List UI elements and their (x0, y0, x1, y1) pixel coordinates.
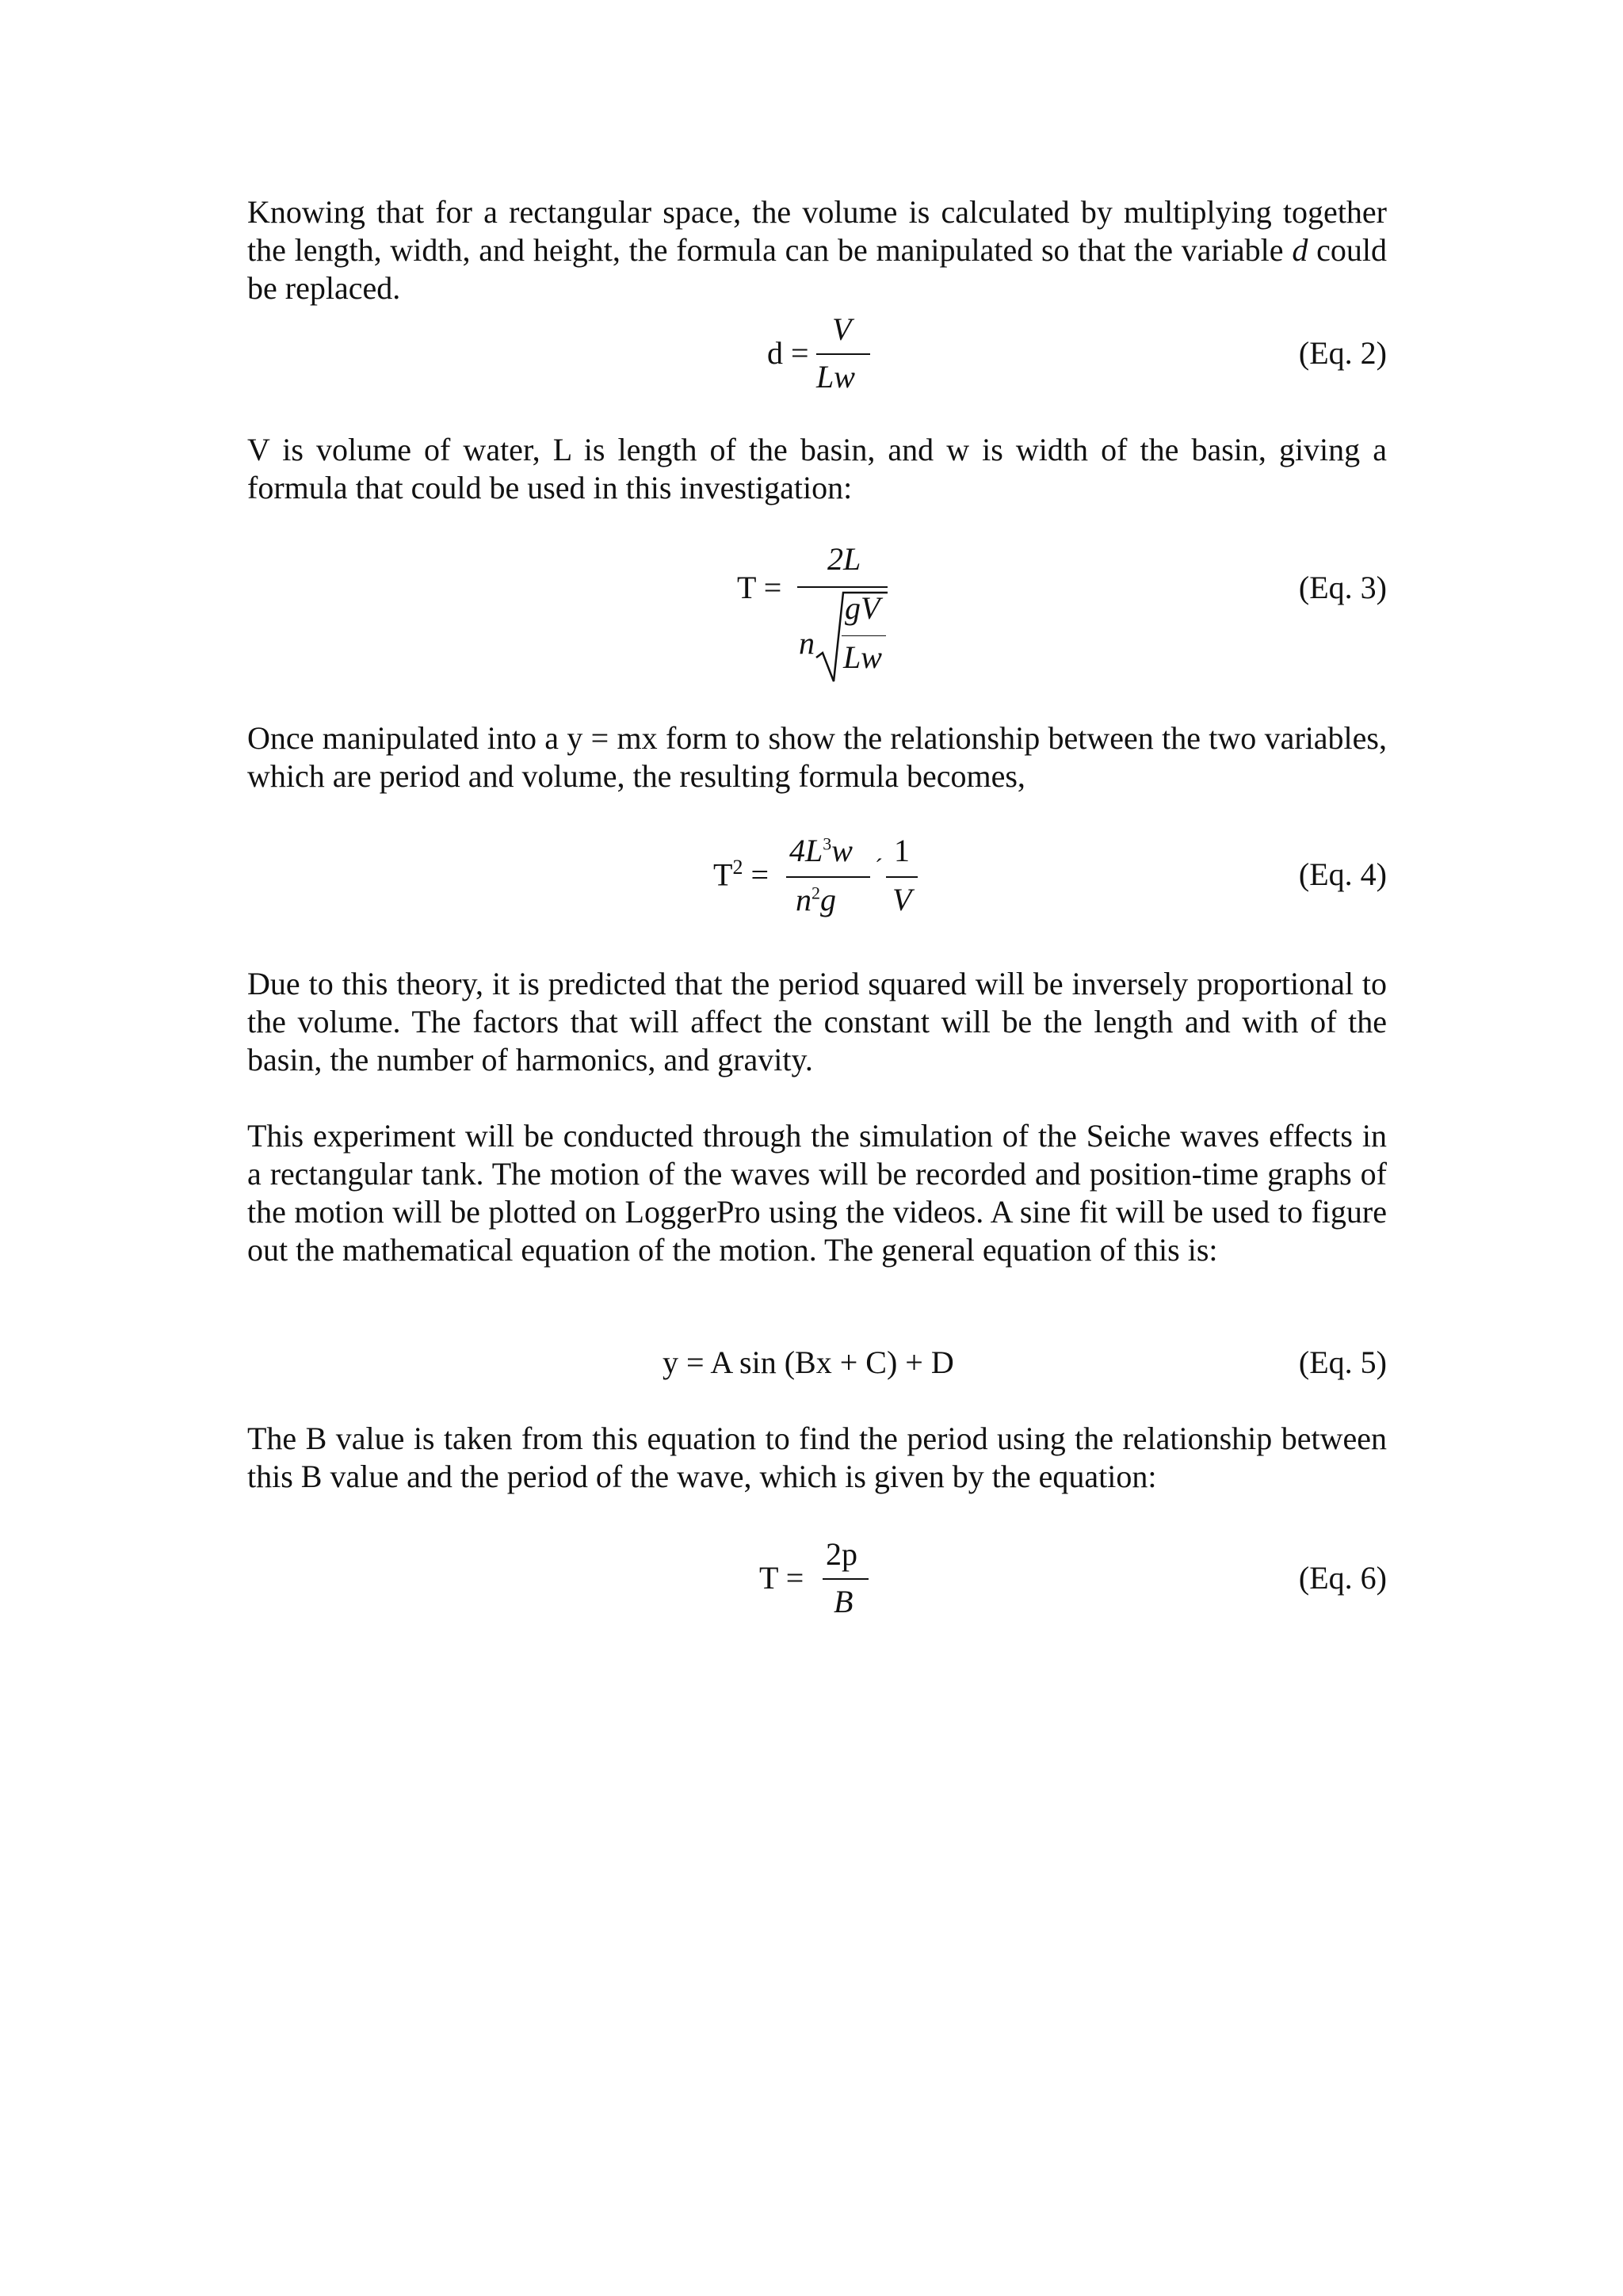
eq6-numerator: 2p (826, 1536, 857, 1572)
eq4-label: (Eq. 4) (1298, 856, 1387, 892)
equation-4 (247, 832, 1387, 935)
eq2-denominator: Lw (816, 359, 855, 395)
eq4-denominator-1 (796, 881, 836, 918)
paragraph-text: could be replaced. (247, 232, 1387, 306)
eq4-equals: = (750, 856, 769, 893)
eq2-lhs: d = (767, 335, 809, 371)
eq3-lhs: T = (737, 570, 782, 605)
eq3-numerator-text: 2L (827, 541, 861, 577)
eq2-label: (Eq. 2) (1298, 335, 1387, 371)
eq4-denominator-2: V (892, 882, 912, 917)
eq5-label: (Eq. 5) (1298, 1344, 1387, 1380)
eq4-numerator-2: 1 (894, 833, 910, 868)
paragraph-variables: V is volume of water, L is length of the basin, and w is width of the basin, giving a formula that could be used in this investigation: (247, 432, 1387, 505)
eq6-label: (Eq. 6) (1298, 1560, 1387, 1596)
eq3-label: (Eq. 3) (1298, 570, 1387, 605)
eq3-inner-fraction-bar (842, 635, 886, 636)
eq4-den1-exponent: 2 (812, 883, 820, 903)
paragraph-experiment: This experiment will be conducted through the simulation of the Seiche waves effects in a rectangular tank. The motion of the waves will be recorded and position-time graphs of the motion will be plotted on LoggerPro using the videos. A sine fit will be used to figure out the mathematical equation of the motion. The general equation of this is: (247, 1118, 1387, 1268)
eq4-num1-exponent: 3 (823, 833, 832, 854)
eq4-numerator-1 (789, 832, 853, 869)
eq4-num1-b: w (831, 833, 853, 868)
eq3-radical-denominator: Lw (843, 639, 882, 675)
eq4-times-symbol: ´ (875, 854, 883, 880)
eq6-fraction-bar (823, 1578, 869, 1580)
eq6-lhs: T = (759, 1560, 804, 1596)
equation-6 (247, 1535, 1387, 1623)
eq2-numerator: V (832, 311, 852, 347)
eq4-den1-a: n (796, 882, 812, 917)
eq4-lhs-base: T (713, 856, 733, 893)
eq4-den1-b: g (820, 882, 836, 917)
eq4-lhs-exponent: 2 (732, 856, 743, 879)
variable-d: d (1292, 232, 1308, 268)
eq4-fraction-bar-2 (886, 876, 918, 878)
eq5-expression: y = A sin (Bx + C) + D (663, 1344, 954, 1380)
eq3-radical-numerator: gV (845, 590, 880, 626)
eq4-num1-a: 4L (789, 833, 823, 868)
eq4-fraction-bar-1 (786, 876, 870, 878)
paragraph-b-value: The B value is taken from this equation to find the period using the relationship between this B value and the period of the wave, which is given by the equation: (247, 1421, 1387, 1494)
paragraph-volume-intro (247, 193, 1387, 307)
equation-3 (247, 541, 1387, 689)
equation-2 (247, 311, 1387, 398)
equation-5 (247, 1344, 1387, 1383)
eq2-fraction-bar (816, 353, 870, 355)
eq3-denominator-n: n (799, 625, 815, 661)
eq3-numerator (827, 540, 861, 578)
paragraph-manipulation: Once manipulated into a y = mx form to show the relationship between the two variables, which are period and volume, the resulting formula becomes, (247, 720, 1387, 794)
paragraph-prediction: Due to this theory, it is predicted that the period squared will be inversely proportional to the volume. The factors that will affect the constant will be the length and with of the basin, the number of harmonics, and gravity. (247, 966, 1387, 1077)
eq4-lhs (713, 856, 769, 893)
eq6-denominator: B (834, 1584, 854, 1619)
paragraph-text: Knowing that for a rectangular space, the volume is calculated by multiplying together the length, width, and height, the formula can be manipulated so that the variable (247, 194, 1387, 268)
